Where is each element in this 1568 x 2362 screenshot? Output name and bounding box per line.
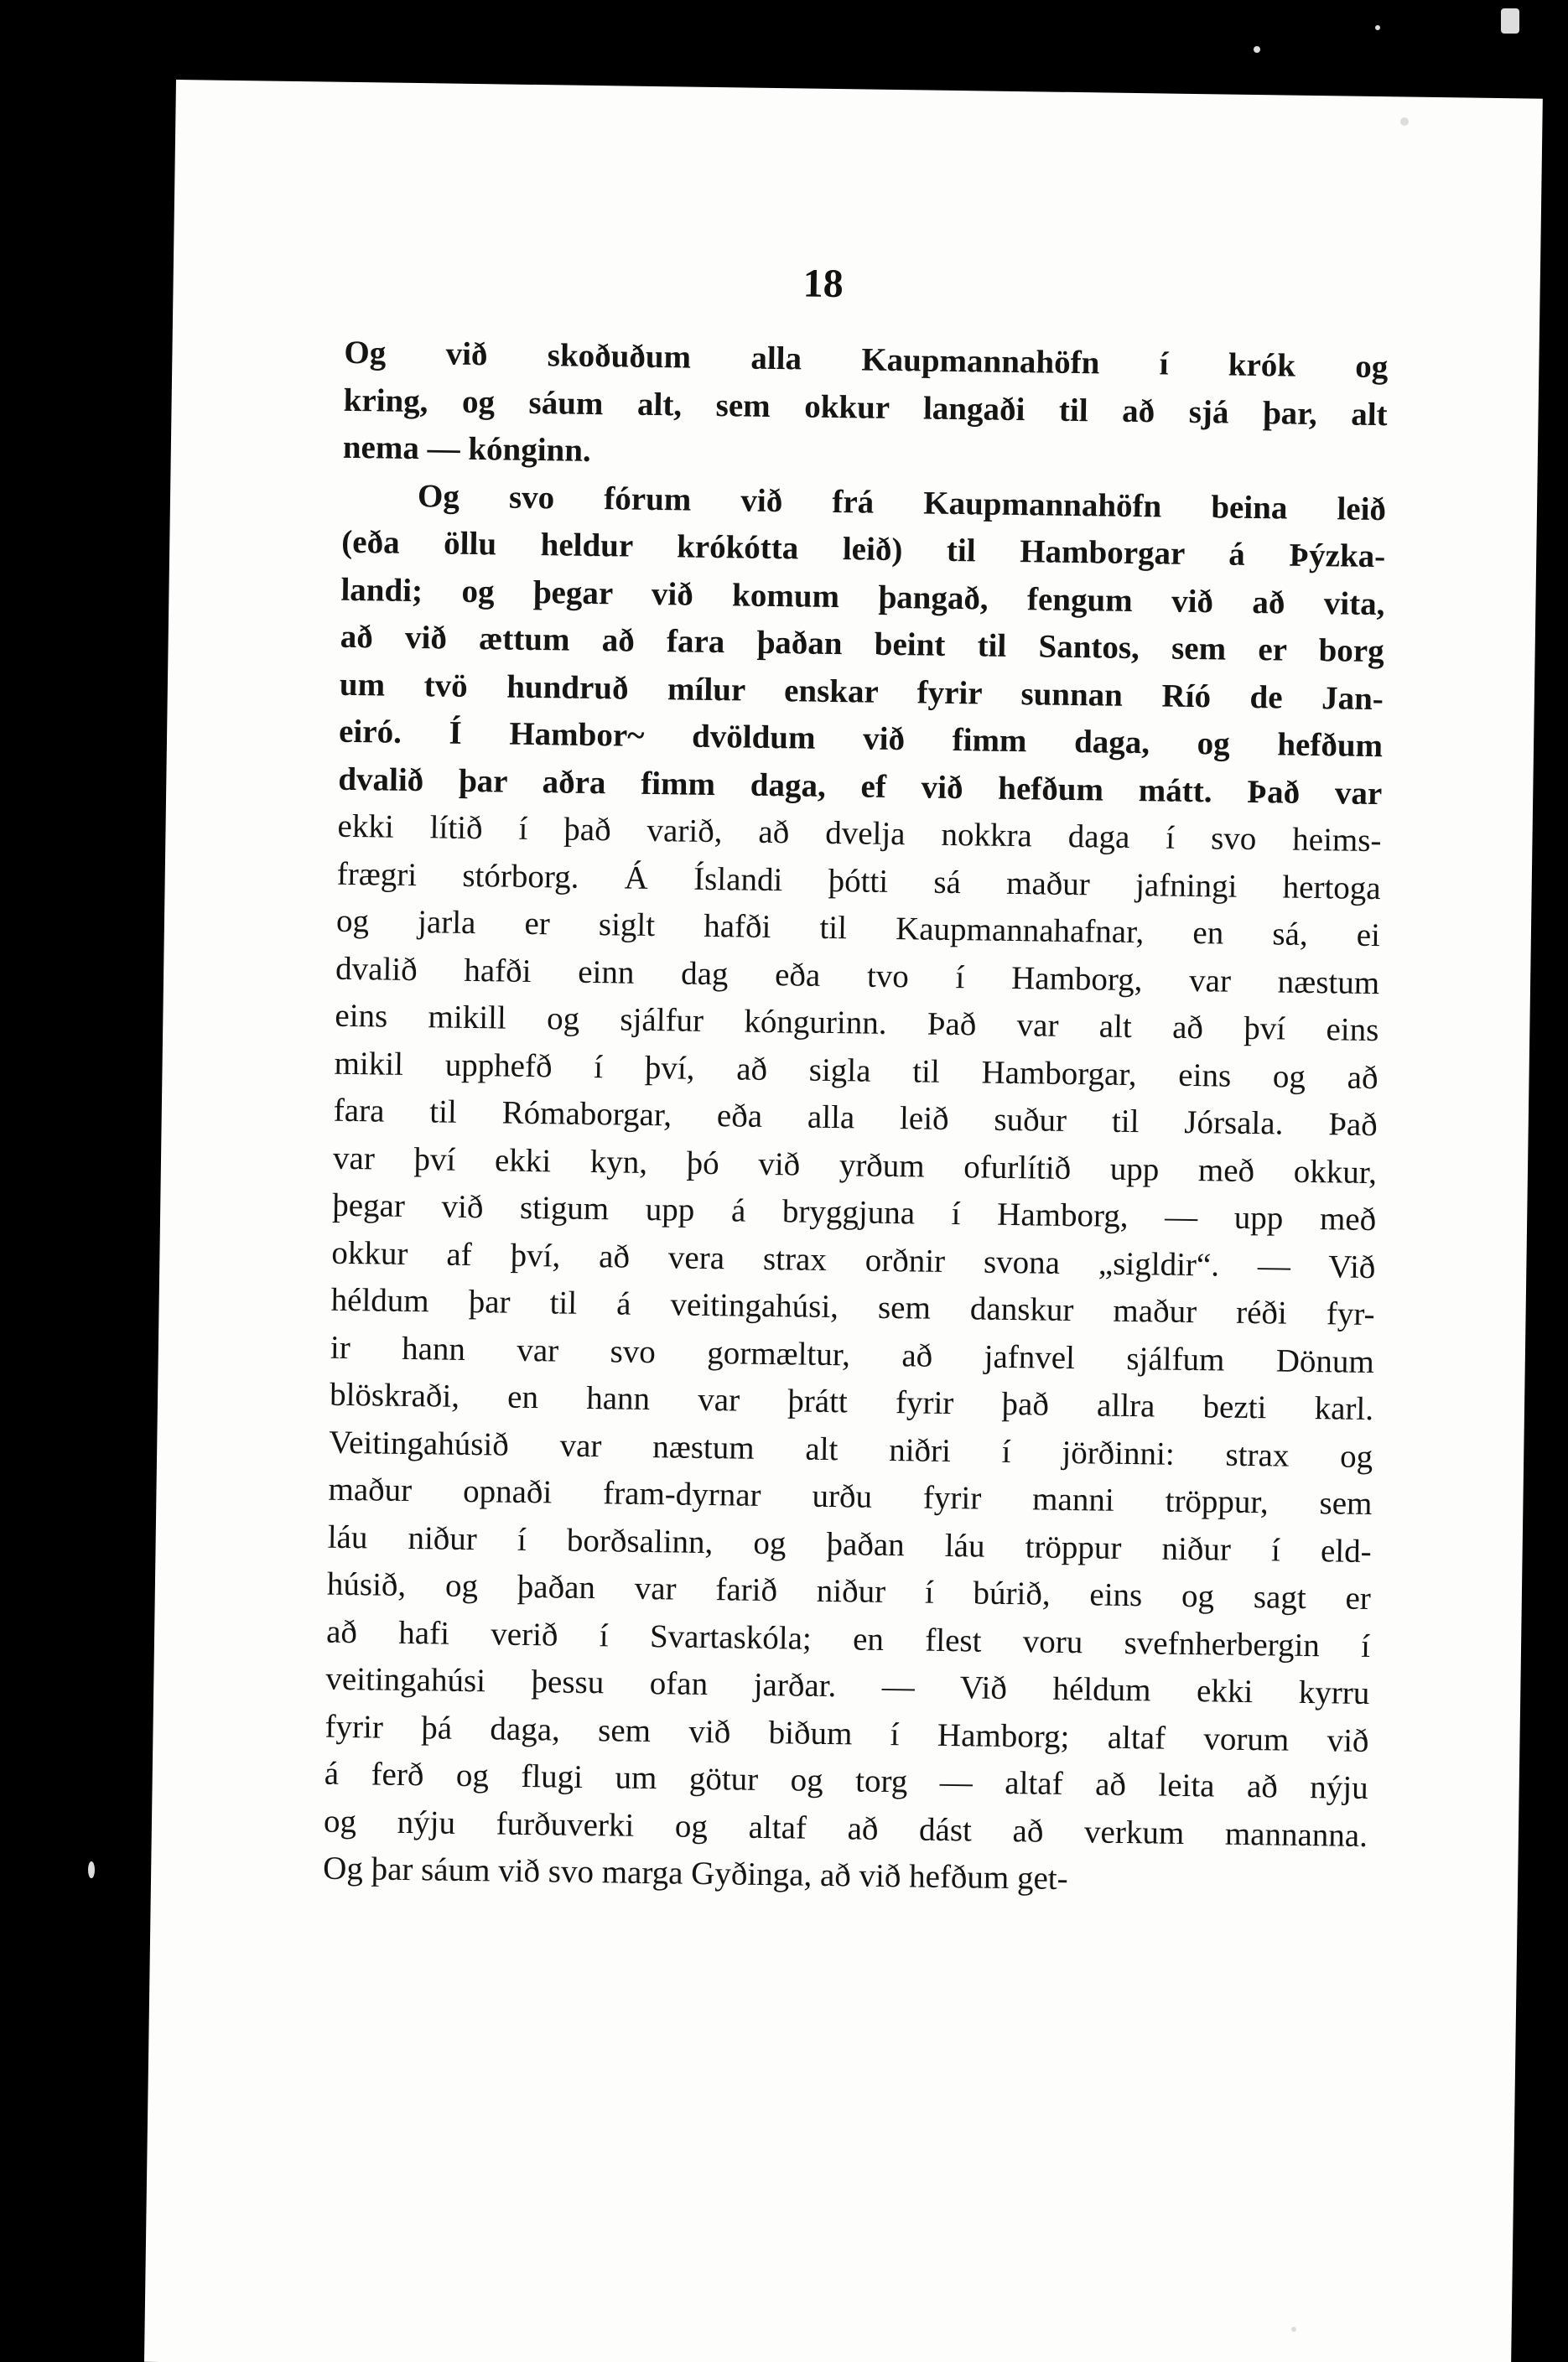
text-line: og nýju furðuverki og altaf að dást að verkum mannanna.	[323, 1803, 1368, 1854]
page-number: 18	[802, 261, 844, 307]
text-line: Og við skoðuðum alla Kaupmannahöfn í krók og	[344, 334, 1389, 386]
body-text	[323, 330, 1389, 1908]
text-line: ir hann var svo gormæltur, að jafnvel sjálfum Dönum	[330, 1329, 1375, 1380]
scan-speck	[1400, 117, 1409, 126]
book-page	[144, 80, 1543, 2362]
text-line: eiró. Í Hambor~ dvöldum við fimm daga, og hefðum	[338, 713, 1384, 765]
text-line: og jarla er siglt hafði til Kaupmannahafnar, en sá, ei	[335, 902, 1381, 954]
text-line: héldum þar til á veitingahúsi, sem danskur maður réði fyr-	[330, 1281, 1375, 1333]
text-line: kring, og sáum alt, sem okkur langaði til að sjá þar, alt	[343, 382, 1388, 433]
text-line: ekki lítið í það varið, að dvelja nokkra daga í svo heims-	[337, 807, 1382, 859]
text-line: landi; og þegar við komum þangað, fengum við að vita,	[340, 571, 1385, 622]
scan-speck	[1254, 46, 1260, 53]
text-line: (eða öllu heldur krókótta leið) til Hamborgar á Þýzka-	[341, 523, 1386, 575]
text-line: um tvö hundruð mílur enskar fyrir sunnan Ríó de Jan-	[339, 666, 1384, 717]
text-line: veitingahúsi þessu ofan jarðar. — Við héldum ekki kyrru	[325, 1660, 1370, 1712]
text-line: að hafi verið í Svartaskóla; en flest voru svefnherbergin í	[325, 1613, 1371, 1664]
text-line: fara til Rómaborgar, eða alla leið suður til Jórsala. Það	[333, 1092, 1378, 1144]
scan-speck	[1501, 8, 1519, 34]
text-line: frægri stórborg. Á Íslandi þótti sá maður jafningi hertoga	[336, 855, 1381, 906]
text-line: þegar við stigum upp á bryggjuna í Hamborg, — upp með	[331, 1186, 1377, 1238]
text-line: blöskraði, en hann var þrátt fyrir það allra bezti karl.	[329, 1376, 1374, 1428]
text-line: var því ekki kyn, þó við yrðum ofurlítið upp með okkur,	[332, 1139, 1378, 1191]
text-line: maður opnaði fram-dyrnar urðu fyrir manni tröppur, sem	[328, 1471, 1373, 1523]
text-line: fyrir þá daga, sem við biðum í Hamborg; altaf vorum við	[325, 1708, 1369, 1759]
text-line: láu niður í borðsalinn, og þaðan láu tröppur niður í eld-	[327, 1518, 1372, 1570]
text-line: að við ættum að fara þaðan beint til Santos, sem er borg	[340, 618, 1384, 670]
text-line: mikil upphefð í því, að sigla til Hamborgar, eins og að	[334, 1045, 1378, 1096]
text-line: okkur af því, að vera strax orðnir svona „sigldir“. — Við	[331, 1234, 1376, 1285]
scan-speck	[1291, 2327, 1296, 2332]
text-line: dvalið hafði einn dag eða tvo í Hamborg, var næstum	[335, 950, 1380, 1001]
text-line: Og þar sáum við svo marga Gyðinga, að við hefðum get-	[322, 1850, 1068, 1897]
text-line: húsið, og þaðan var farið niður í búrið, eins og sagt er	[326, 1565, 1372, 1617]
scan-speck	[88, 1861, 95, 1878]
scan-speck	[1375, 25, 1380, 30]
text-line: dvalið þar aðra fimm daga, ef við hefðum mátt. Það var	[338, 761, 1383, 812]
text-line: eins mikill og sjálfur kóngurinn. Það var alt að því eins	[335, 997, 1379, 1049]
text-line: Og svo fórum við frá Kaupmannahöfn beina leið	[417, 477, 1387, 527]
text-line: á ferð og flugi um götur og torg — altaf að leita að nýju	[324, 1755, 1368, 1807]
text-line: Veitingahúsið var næstum alt niðri í jörðinni: strax og	[329, 1424, 1373, 1475]
text-line: nema — kónginn.	[342, 428, 592, 469]
